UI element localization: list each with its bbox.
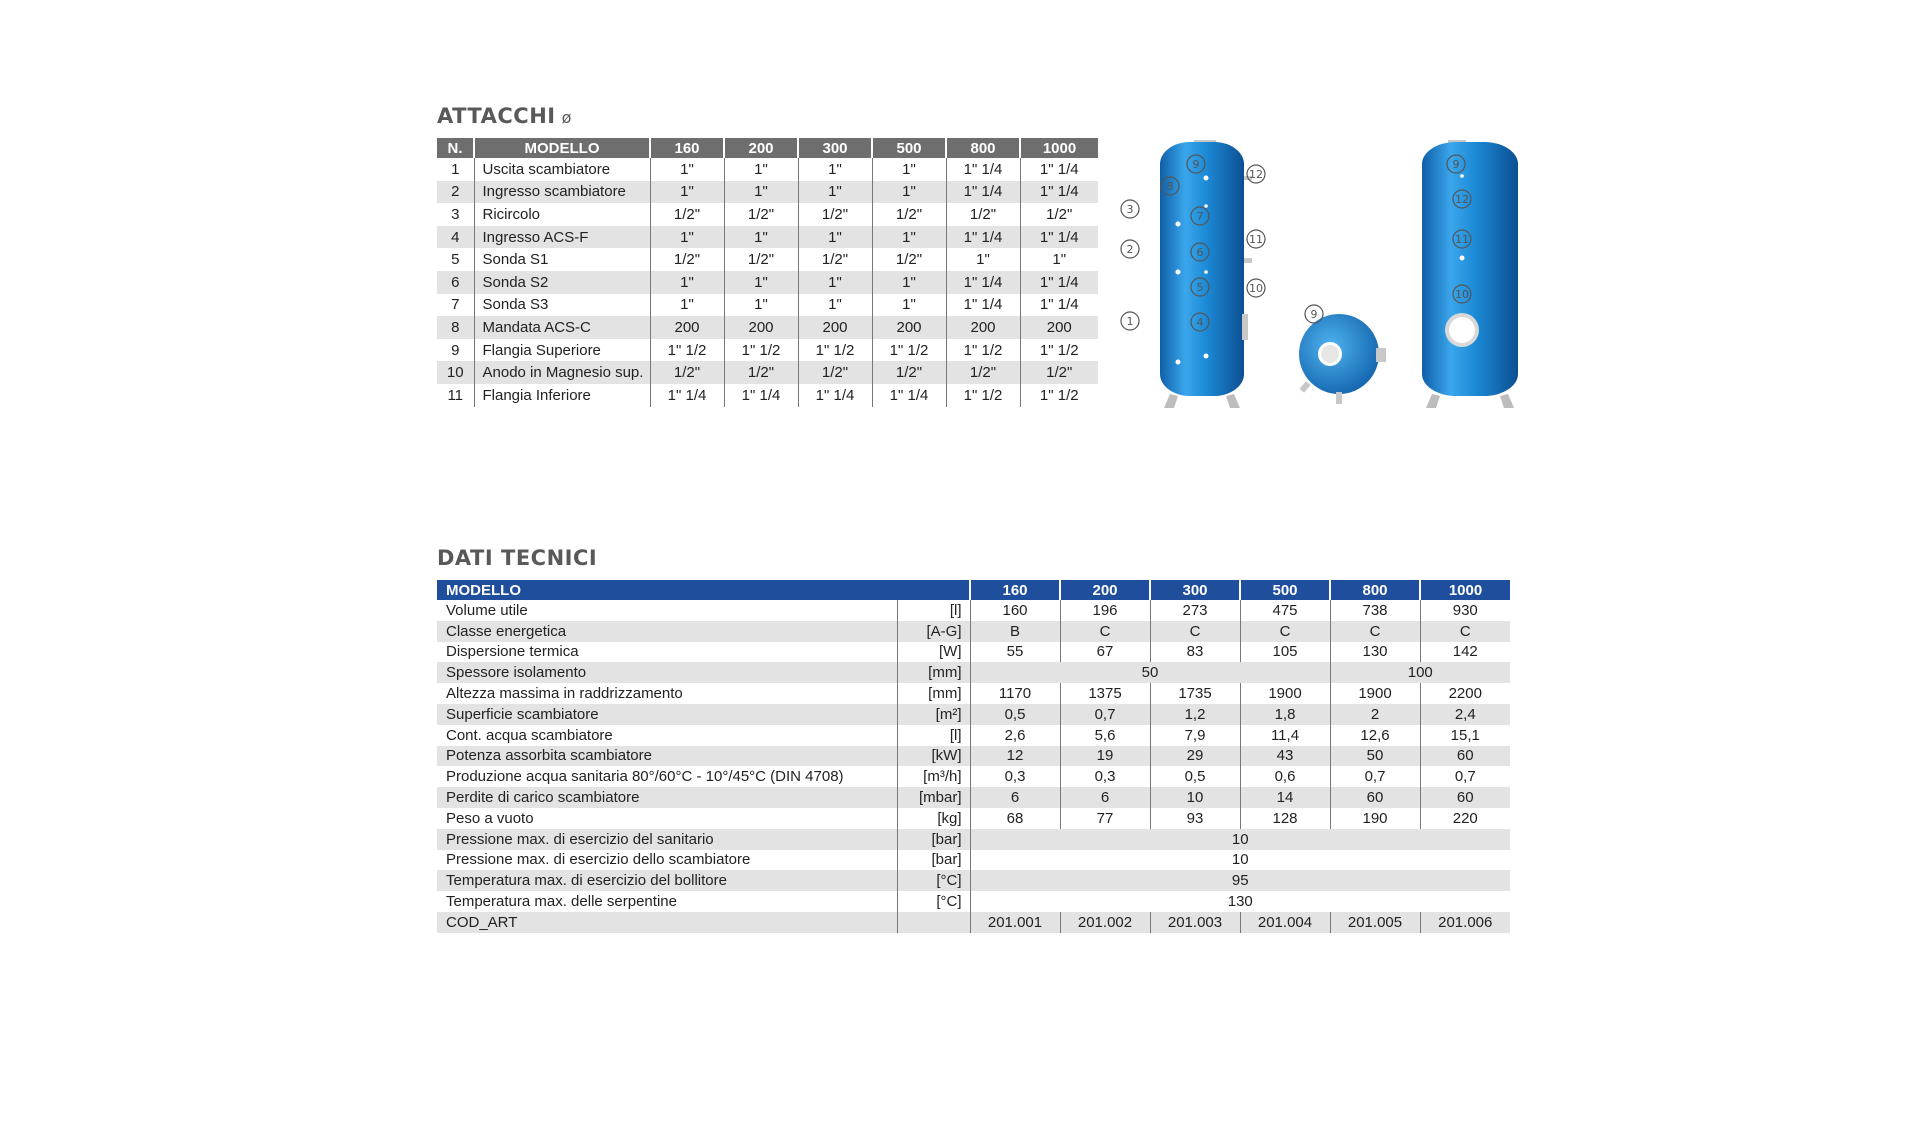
table-cell: 19 xyxy=(1060,746,1150,767)
table-cell: 1" 1/4 xyxy=(1020,181,1098,204)
table-cell: 1" 1/4 xyxy=(1039,160,1079,178)
connection-name: Ricircolo xyxy=(474,203,650,226)
table-row xyxy=(437,662,1510,683)
parameter-label: Peso a vuoto xyxy=(437,808,897,829)
merged-cell: 130 xyxy=(1227,893,1253,911)
table-cell: 201.003 xyxy=(1150,912,1240,933)
parameter-unit xyxy=(897,912,970,933)
parameter-unit: [W] xyxy=(897,642,970,663)
table-cell: 105 xyxy=(1240,642,1330,663)
table-cell: 1" 1/4 xyxy=(650,384,724,407)
table-cell: 128 xyxy=(1240,808,1330,829)
table-row xyxy=(437,226,1098,249)
parameter-unit: [kW] xyxy=(897,746,970,767)
table-cell: 1/2" xyxy=(946,203,1020,226)
dati-header-model: 800 xyxy=(1330,580,1420,600)
table-row xyxy=(437,294,1098,317)
tank-top-view xyxy=(1299,314,1386,404)
row-number: 10 xyxy=(437,361,474,384)
callout-number: 6 xyxy=(1196,246,1204,259)
parameter-unit: [l] xyxy=(897,725,970,746)
table-cell: 1" xyxy=(650,226,724,249)
table-cell: C xyxy=(1240,621,1330,642)
table-cell: B xyxy=(970,621,1060,642)
callout-number: 10 xyxy=(1249,282,1263,295)
tank-front-view xyxy=(1160,140,1252,408)
table-row xyxy=(437,870,1510,891)
table-cell: 738 xyxy=(1330,600,1420,621)
callout-number: 1 xyxy=(1126,315,1134,328)
parameter-unit: [°C] xyxy=(897,891,970,912)
callout-number: 11 xyxy=(1249,233,1263,246)
attacchi-header-cell: 200 xyxy=(724,138,798,158)
table-cell: 1" xyxy=(798,181,872,204)
parameter-unit: [bar] xyxy=(897,850,970,871)
table-row xyxy=(437,683,1510,704)
parameter-label: Produzione acqua sanitaria 80°/60°C - 10°/45°C (DIN 4708) xyxy=(437,766,897,787)
callout-number: 10 xyxy=(1455,288,1469,301)
dati-header-model: 300 xyxy=(1150,580,1240,600)
table-cell: 1/2" xyxy=(724,361,798,384)
attacchi-header-cell: 800 xyxy=(946,138,1020,158)
dati-header-modello: MODELLO xyxy=(437,580,970,600)
table-row xyxy=(437,158,1098,181)
dati-header-model: 160 xyxy=(970,580,1060,600)
table-cell: 1" xyxy=(650,158,724,181)
table-cell: 1375 xyxy=(1060,683,1150,704)
table-row xyxy=(437,891,1510,912)
table-cell: 83 xyxy=(1150,642,1240,663)
table-cell: 1" xyxy=(872,294,946,317)
table-cell: 1/2" xyxy=(650,361,724,384)
row-number: 6 xyxy=(437,271,474,294)
attacchi-title xyxy=(437,104,572,128)
table-cell: 190 xyxy=(1330,808,1420,829)
parameter-label: Cont. acqua scambiatore xyxy=(437,725,897,746)
connection-name: Sonda S3 xyxy=(474,294,650,317)
row-number: 8 xyxy=(437,316,474,339)
table-cell: 930 xyxy=(1452,601,1478,619)
table-cell: 1" 1/4 xyxy=(724,384,798,407)
table-cell: 10 xyxy=(1150,787,1240,808)
table-cell: 200 xyxy=(724,316,798,339)
parameter-unit: [bar] xyxy=(897,829,970,850)
callout-3 xyxy=(1121,200,1139,218)
table-cell: 1" xyxy=(872,271,946,294)
table-cell: 67 xyxy=(1060,642,1150,663)
table-cell: 1,2 xyxy=(1150,704,1240,725)
dati-tecnici-title-text: DATI TECNICI xyxy=(437,546,598,570)
table-cell: 1" 1/4 xyxy=(798,384,872,407)
table-row xyxy=(437,339,1098,362)
table-cell: 1/2" xyxy=(1046,205,1073,223)
table-cell: 0,5 xyxy=(970,704,1060,725)
parameter-unit: [°C] xyxy=(897,870,970,891)
table-cell: 1" 1/4 xyxy=(872,384,946,407)
callout-number: 9 xyxy=(1192,158,1200,171)
table-cell: 1" 1/4 xyxy=(946,158,1020,181)
table-cell: 11,4 xyxy=(1240,725,1330,746)
table-cell: 29 xyxy=(1150,746,1240,767)
table-cell: 1" xyxy=(872,158,946,181)
merged-cell: 100 xyxy=(1330,662,1510,683)
table-cell: 0,7 xyxy=(1060,704,1150,725)
merged-cell: 95 xyxy=(970,870,1510,891)
table-cell: 273 xyxy=(1150,600,1240,621)
parameter-label: Perdite di carico scambiatore xyxy=(437,787,897,808)
callout-number: 11 xyxy=(1455,233,1469,246)
parameter-label: Superficie scambiatore xyxy=(437,704,897,725)
row-number: 7 xyxy=(437,294,474,317)
attacchi-header-cell: 500 xyxy=(872,138,946,158)
table-cell: 1" 1/4 xyxy=(946,294,1020,317)
table-cell: 201.006 xyxy=(1420,912,1510,933)
table-cell: 15,1 xyxy=(1450,726,1480,744)
table-row xyxy=(437,704,1510,725)
callout-number: 12 xyxy=(1249,168,1263,181)
callout-number: 7 xyxy=(1196,210,1204,223)
table-cell: 0,7 xyxy=(1454,768,1476,786)
table-row xyxy=(437,384,1098,407)
table-row xyxy=(437,621,1510,642)
table-cell: 220 xyxy=(1452,809,1478,827)
parameter-label: Pressione max. di esercizio dello scambiatore xyxy=(437,850,897,871)
table-cell: 201.002 xyxy=(1060,912,1150,933)
parameter-label: Spessore isolamento xyxy=(437,662,897,683)
table-row xyxy=(437,766,1510,787)
table-row xyxy=(437,316,1098,339)
callout-number: 9 xyxy=(1310,308,1318,321)
parameter-unit: [mm] xyxy=(897,662,970,683)
table-cell: 1/2" xyxy=(798,203,872,226)
table-cell: 1/2" xyxy=(798,361,872,384)
table-cell: 200 xyxy=(798,316,872,339)
table-cell: 2200 xyxy=(1448,685,1482,703)
table-cell: 1" xyxy=(798,226,872,249)
table-cell: 1" xyxy=(650,271,724,294)
parameter-label: Temperatura max. delle serpentine xyxy=(437,891,897,912)
table-row xyxy=(437,642,1510,663)
table-cell: 1" xyxy=(650,294,724,317)
parameter-label: Classe energetica xyxy=(437,621,897,642)
row-number: 9 xyxy=(437,339,474,362)
table-cell: 1" 1/4 xyxy=(946,226,1020,249)
table-cell: 1/2" xyxy=(872,248,946,271)
connection-name: Ingresso ACS-F xyxy=(474,226,650,249)
table-cell: 14 xyxy=(1240,787,1330,808)
table-cell: 1" 1/2 xyxy=(1039,386,1079,404)
table-cell: 0,3 xyxy=(1060,766,1150,787)
table-cell: 201.004 xyxy=(1240,912,1330,933)
parameter-label: Altezza massima in raddrizzamento xyxy=(437,683,897,704)
table-cell: 1900 xyxy=(1330,683,1420,704)
attacchi-header-cell: N. xyxy=(437,138,474,158)
dati-tecnici-title xyxy=(437,546,597,570)
callout-11 xyxy=(1247,230,1265,248)
table-cell: 1" xyxy=(872,226,946,249)
table-cell: 1" xyxy=(724,294,798,317)
table-cell: 0,5 xyxy=(1150,766,1240,787)
table-cell: 1" xyxy=(798,271,872,294)
callout-12 xyxy=(1453,190,1471,208)
table-row xyxy=(437,181,1098,204)
callout-number: 2 xyxy=(1126,243,1134,256)
table-row xyxy=(437,361,1098,384)
table-cell: 12 xyxy=(970,746,1060,767)
table-cell: 201.001 xyxy=(970,912,1060,933)
table-row xyxy=(437,725,1510,746)
attacchi-table xyxy=(437,138,1098,407)
table-cell: 1" 1/4 xyxy=(946,181,1020,204)
table-cell: 1/2" xyxy=(946,361,1020,384)
dati-header-model: 500 xyxy=(1240,580,1330,600)
table-cell: 1170 xyxy=(970,683,1060,704)
table-cell: 1/2" xyxy=(650,203,724,226)
table-row xyxy=(437,248,1098,271)
table-row xyxy=(437,808,1510,829)
table-cell: 1" 1/4 xyxy=(1020,271,1098,294)
table-cell: 1" xyxy=(650,181,724,204)
table-cell: C xyxy=(1150,621,1240,642)
table-cell: 43 xyxy=(1240,746,1330,767)
table-cell: 2,4 xyxy=(1420,704,1510,725)
table-cell: C xyxy=(1060,621,1150,642)
table-cell: 1/2" xyxy=(724,248,798,271)
connection-name: Ingresso scambiatore xyxy=(474,181,650,204)
parameter-label: Volume utile xyxy=(437,600,897,621)
parameter-label: Dispersione termica xyxy=(437,642,897,663)
table-cell: 1" xyxy=(872,181,946,204)
table-cell: 200 xyxy=(946,316,1020,339)
callout-number: 5 xyxy=(1196,281,1204,294)
table-cell: 1/2" xyxy=(872,203,946,226)
parameter-label: COD_ART xyxy=(437,912,897,933)
table-cell: 1" 1/2 xyxy=(798,339,872,362)
row-number: 4 xyxy=(437,226,474,249)
table-cell: 1/2" xyxy=(724,203,798,226)
table-row xyxy=(437,829,1510,850)
diameter-symbol: ø xyxy=(561,108,572,127)
merged-cell: 10 xyxy=(1231,851,1249,869)
table-cell: 0,6 xyxy=(1240,766,1330,787)
dati-tecnici-table xyxy=(437,580,1510,933)
parameter-unit: [kg] xyxy=(897,808,970,829)
table-cell: 1" 1/2 xyxy=(1039,341,1079,359)
table-row xyxy=(437,787,1510,808)
attacchi-header-cell: MODELLO xyxy=(474,138,650,158)
table-cell: 1" xyxy=(946,248,1020,271)
attacchi-header-cell: 160 xyxy=(650,138,724,158)
row-number: 11 xyxy=(437,384,474,407)
table-cell: 160 xyxy=(970,600,1060,621)
table-cell: 200 xyxy=(872,316,946,339)
table-cell: 5,6 xyxy=(1060,725,1150,746)
callout-2 xyxy=(1121,240,1139,258)
table-cell: 1/2" xyxy=(798,248,872,271)
table-cell: 68 xyxy=(970,808,1060,829)
table-cell: 1" xyxy=(724,271,798,294)
dati-header-model: 1000 xyxy=(1420,580,1510,600)
parameter-unit: [m³/h] xyxy=(897,766,970,787)
table-cell: 196 xyxy=(1060,600,1150,621)
table-cell: 77 xyxy=(1060,808,1150,829)
connection-name: Flangia Superiore xyxy=(474,339,650,362)
table-row xyxy=(437,850,1510,871)
table-cell: 1" xyxy=(724,181,798,204)
table-cell: 1900 xyxy=(1240,683,1330,704)
table-cell: 60 xyxy=(1330,787,1420,808)
table-cell: 0,3 xyxy=(970,766,1060,787)
table-cell: 200 xyxy=(1020,316,1098,339)
connection-name: Anodo in Magnesio sup. xyxy=(474,361,650,384)
table-cell: C xyxy=(1330,621,1420,642)
attacchi-title-text: ATTACCHI xyxy=(437,104,556,128)
dati-header-model: 200 xyxy=(1060,580,1150,600)
parameter-unit: [mm] xyxy=(897,683,970,704)
table-row xyxy=(437,746,1510,767)
callout-10 xyxy=(1247,279,1265,297)
callout-number: 8 xyxy=(1166,180,1174,193)
table-cell: 1" 1/2 xyxy=(872,339,946,362)
table-cell: 0,7 xyxy=(1330,766,1420,787)
connection-name: Flangia Inferiore xyxy=(474,384,650,407)
table-cell: C xyxy=(1420,621,1510,642)
row-number: 2 xyxy=(437,181,474,204)
parameter-unit: [A-G] xyxy=(897,621,970,642)
table-cell: 2,6 xyxy=(970,725,1060,746)
table-cell: 60 xyxy=(1420,787,1510,808)
table-row xyxy=(437,912,1510,933)
table-row xyxy=(437,271,1098,294)
connection-name: Sonda S2 xyxy=(474,271,650,294)
callout-number: 12 xyxy=(1455,193,1469,206)
table-cell: 1" 1/4 xyxy=(1039,296,1079,314)
table-cell: 1" 1/2 xyxy=(946,339,1020,362)
parameter-label: Potenza assorbita scambiatore xyxy=(437,746,897,767)
table-cell: 142 xyxy=(1452,643,1478,661)
table-row xyxy=(437,600,1510,621)
table-cell: 1" xyxy=(1052,251,1067,269)
tank-side-view xyxy=(1422,140,1518,408)
parameter-label: Pressione max. di esercizio del sanitario xyxy=(437,829,897,850)
table-cell: 201.005 xyxy=(1330,912,1420,933)
parameter-label: Temperatura max. di esercizio del bollitore xyxy=(437,870,897,891)
row-number: 1 xyxy=(437,158,474,181)
tank-drawing xyxy=(1118,136,1518,418)
table-cell: 60 xyxy=(1420,746,1510,767)
table-cell: 6 xyxy=(970,787,1060,808)
table-cell: 1" xyxy=(798,294,872,317)
table-cell: 7,9 xyxy=(1150,725,1240,746)
callout-12 xyxy=(1247,165,1265,183)
parameter-unit: [m²] xyxy=(897,704,970,725)
callout-11 xyxy=(1453,230,1471,248)
connection-name: Uscita scambiatore xyxy=(474,158,650,181)
callout-10 xyxy=(1453,285,1471,303)
parameter-unit: [l] xyxy=(897,600,970,621)
callout-9 xyxy=(1305,305,1323,323)
table-cell: 1" 1/2 xyxy=(946,384,1020,407)
table-cell: 6 xyxy=(1060,787,1150,808)
table-cell: 1" 1/2 xyxy=(650,339,724,362)
row-number: 3 xyxy=(437,203,474,226)
callout-number: 4 xyxy=(1196,316,1204,329)
table-cell: 130 xyxy=(1330,642,1420,663)
table-cell: 2 xyxy=(1330,704,1420,725)
merged-cell: 10 xyxy=(970,829,1510,850)
attacchi-header-cell: 300 xyxy=(798,138,872,158)
callout-number: 9 xyxy=(1452,158,1460,171)
table-cell: 1/2" xyxy=(650,248,724,271)
table-cell: 93 xyxy=(1150,808,1240,829)
merged-cell: 50 xyxy=(970,662,1330,683)
table-cell: 1" 1/2 xyxy=(724,339,798,362)
row-number: 5 xyxy=(437,248,474,271)
callout-1 xyxy=(1121,312,1139,330)
connection-name: Sonda S1 xyxy=(474,248,650,271)
table-cell: 50 xyxy=(1330,746,1420,767)
connection-name: Mandata ACS-C xyxy=(474,316,650,339)
table-cell: 1/2" xyxy=(1020,361,1098,384)
table-cell: 200 xyxy=(650,316,724,339)
table-cell: 1/2" xyxy=(872,361,946,384)
table-cell: 1" xyxy=(798,158,872,181)
table-cell: 1" xyxy=(724,226,798,249)
table-cell: 55 xyxy=(970,642,1060,663)
table-row xyxy=(437,203,1098,226)
table-cell: 1,8 xyxy=(1240,704,1330,725)
table-cell: 1" 1/4 xyxy=(946,271,1020,294)
table-cell: 12,6 xyxy=(1330,725,1420,746)
table-cell: 475 xyxy=(1240,600,1330,621)
parameter-unit: [mbar] xyxy=(897,787,970,808)
table-cell: 1" xyxy=(724,158,798,181)
table-cell: 1735 xyxy=(1150,683,1240,704)
attacchi-header-cell: 1000 xyxy=(1020,138,1098,158)
table-cell: 1" 1/4 xyxy=(1020,226,1098,249)
callout-number: 3 xyxy=(1126,203,1134,216)
